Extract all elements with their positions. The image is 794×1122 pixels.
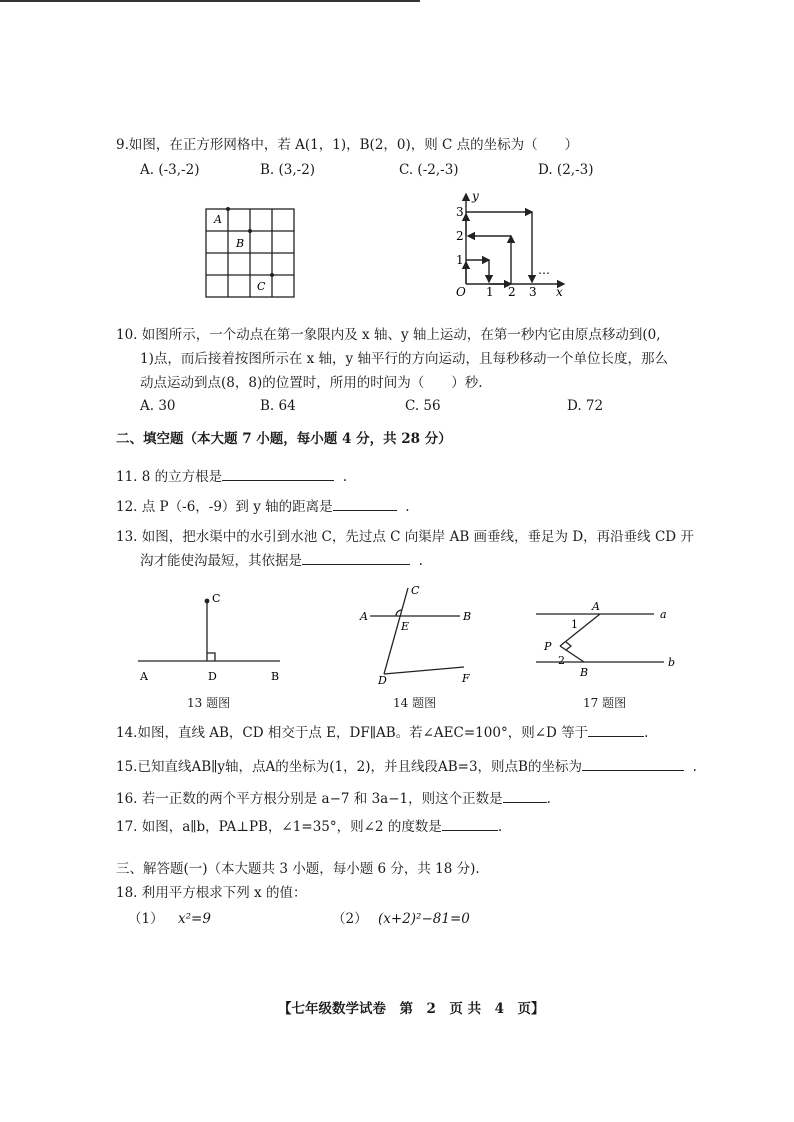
q10-path-figure [452,188,572,300]
q14-text: 14.如图，直线 AB，CD 相交于点 E，DF∥AB。若∠AEC=100°，则∠D 等于 [116,725,589,741]
xtick-1: 1 [486,285,494,299]
q14 [116,724,648,742]
q12-text: 12. 点 P（-6，-9）到 y 轴的距离是 [116,499,333,515]
xtick-3: 3 [529,285,537,299]
q10-option-c: C. 56 [405,398,441,414]
q17-answer-blank[interactable] [442,818,498,831]
fig14-label-d: D [378,674,387,686]
fig13-caption: 13 题图 [187,696,231,710]
q11-text: 11. 8 的立方根是 [116,469,223,485]
fig17-caption: 17 题图 [583,696,627,710]
section-3-heading: 三、解答题(一)（本大题共 3 小题，每小题 6 分，共 18 分). [116,861,480,877]
fig14-diagram [356,582,486,686]
q9-option-a: A. (-3,-2) [140,162,200,178]
q15-text: 15.已知直线AB∥y轴，点A的坐标为(1，2)，并且线段AB=3，则点B的坐标为 [116,759,582,775]
fig17-label-angle-1: 1 [571,618,578,631]
fig17-diagram [528,596,680,682]
q10-option-a: A. 30 [140,398,176,414]
ytick-3: 3 [456,205,464,219]
page-footer: 【七年级数学试卷 第 2 页 共 4 页】 [278,1001,545,1017]
q9-grid-figure [200,203,300,305]
section-2-heading: 二、填空题（本大题 7 小题，每小题 4 分，共 28 分） [116,431,452,447]
ytick-1: 1 [456,253,464,267]
ytick-2: 2 [456,229,464,243]
fig13-label-d: D [208,670,217,683]
fig13-label-c: C [212,592,221,605]
q10-option-b: B. 64 [260,398,296,414]
q11 [116,468,347,486]
fig17-label-a: A [592,600,600,613]
q10-option-d: D. 72 [567,398,604,414]
fig13-label-b: B [271,670,280,683]
q18-part2-label: （2） [332,911,368,927]
axis-origin-label: O [456,285,466,299]
fig17-label-p: P [544,640,552,653]
q14-end: . [644,725,649,741]
q15-answer-blank[interactable] [582,758,684,771]
q17 [116,818,502,836]
fig13-diagram [130,588,290,688]
q12-answer-blank[interactable] [333,498,397,511]
q10-line1: 10. 如图所示，一个动点在第一象限内及 x 轴、y 轴上运动，在第一秒内它由原点移动到(0, [116,327,661,343]
fig17-label-line-a: a [660,608,667,621]
q18-stem: 18. 利用平方根求下列 x 的值： [116,885,307,901]
q16-end: . [546,791,551,807]
axis-x-label: x [556,285,563,299]
q17-end: . [497,819,503,835]
q9-option-d: D. (2,-3) [538,162,594,178]
axis-y-label: y [472,189,479,203]
grid-label-a: A [214,213,222,226]
q18-part2-equation: (x+2)²−81=0 [378,911,470,927]
q9-stem: 9.如图，在正方形网格中，若 A(1，1)，B(2，0)，则 C 点的坐标为（ ） [116,137,579,153]
grid-label-c: C [257,280,266,293]
fig14-caption: 14 题图 [393,696,437,710]
q10-line3: 动点运动到点(8，8)的位置时，所用的时间为（ ）秒. [140,375,483,391]
fig14-label-b: B [463,610,472,623]
fig17-label-angle-2: 2 [558,654,565,667]
q11-end: . [342,469,348,485]
xtick-2: 2 [508,285,516,299]
q16-answer-blank[interactable] [503,790,547,803]
q13-text: 沟才能使沟最短，其依据是 [140,553,302,569]
fig14-label-f: F [462,672,470,685]
q16-text: 16. 若一正数的两个平方根分别是 a−7 和 3a−1，则这个正数是 [116,791,503,807]
continuation-dots: … [538,263,550,277]
q16 [116,790,551,808]
grid-label-b: B [236,237,245,250]
q15 [116,758,697,776]
fig13-label-a: A [140,670,148,683]
q14-answer-blank[interactable] [588,724,644,737]
q9-option-c: C. (-2,-3) [399,162,459,178]
q9-option-b: B. (3,-2) [260,162,316,178]
top-border-line [0,0,420,2]
q17-text: 17. 如图，a∥b，PA⊥PB，∠1=35°，则∠2 的度数是 [116,819,442,835]
fig17-label-line-b: b [668,656,676,669]
q10-line2: 1)点，而后接着按图所示在 x 轴，y 轴平行的方向运动，且每秒移动一个单位长度，那么 [140,351,668,367]
fig14-label-a: A [360,610,368,623]
fig17-label-b: B [580,666,589,679]
fig14-label-e: E [401,620,410,633]
q18-part1-label: （1） [128,911,164,927]
q12-end: . [405,499,410,515]
q13-end: . [418,553,423,569]
q11-answer-blank[interactable] [222,468,334,481]
fig14-label-c: C [411,584,420,597]
q13-line1: 13. 如图，把水渠中的水引到水池 C，先过点 C 向渠岸 AB 画垂线，垂足为 D，再沿垂线 CD 开 [116,529,694,545]
q13-answer-blank[interactable] [302,552,410,565]
q18-part1-equation: x²=9 [178,911,211,927]
q13-line2 [140,552,423,570]
q12 [116,498,410,516]
q15-end: . [692,759,697,775]
